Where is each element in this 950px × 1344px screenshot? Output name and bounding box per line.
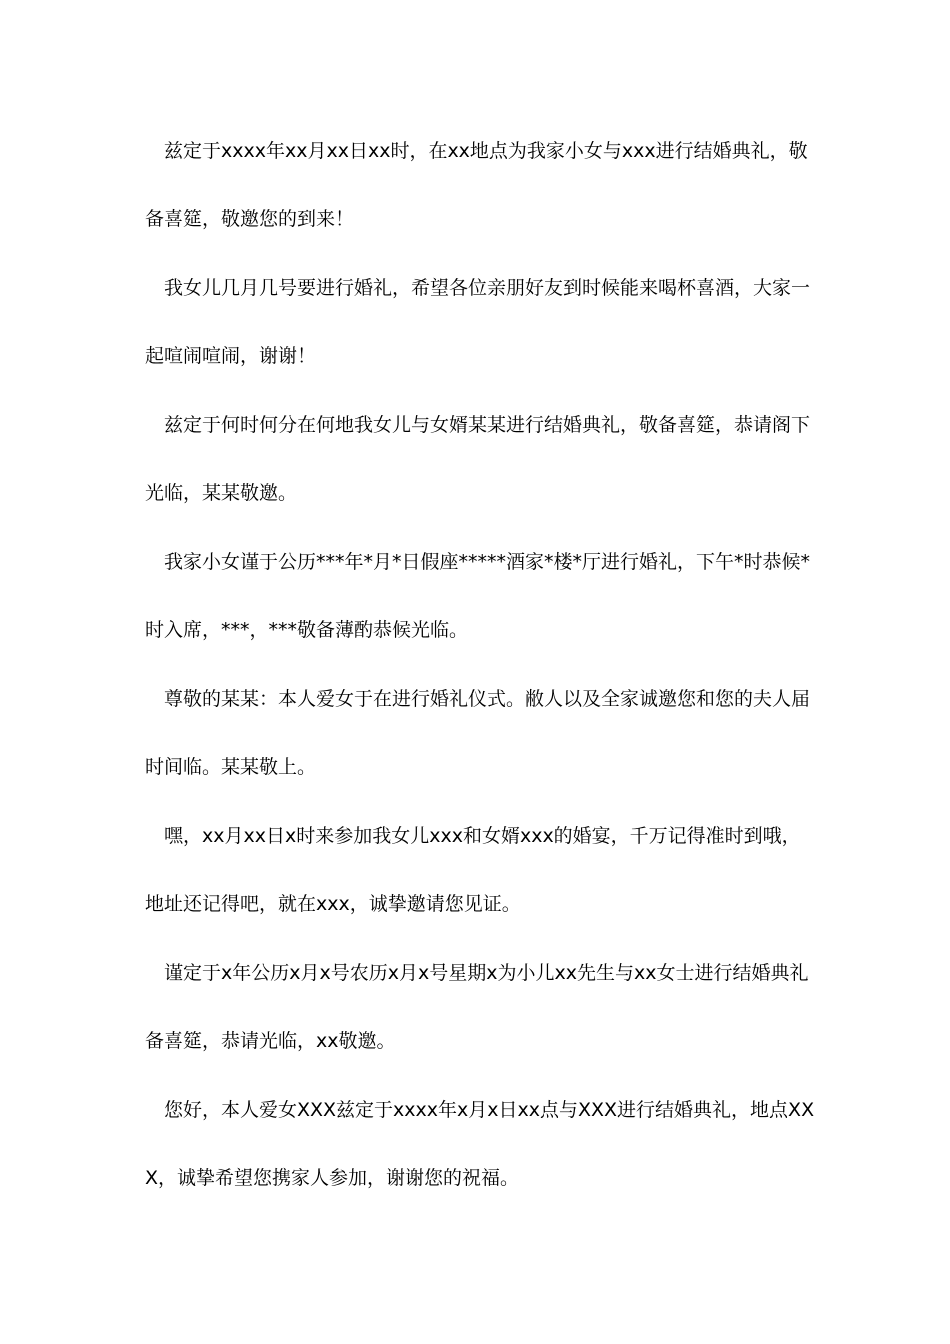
paragraph-7: 谨定于x年公历x月x号农历x月x号星期x为小儿xx先生与xx女士进行结婚典礼备喜筵，恭请光临，xx敬邀。 (145, 962, 809, 1052)
paragraph-5: 尊敬的某某：本人爱女于在进行婚礼仪式。敝人以及全家诚邀您和您的夫人届时间临。某某敬上。 (145, 688, 811, 778)
paragraph-8: 您好，本人爱女XXX兹定于xxxx年x月x日xx点与XXX进行结婚典礼，地点XXX，诚挚希望您携家人参加，谢谢您的祝福。 (145, 1099, 815, 1189)
paragraph-3: 兹定于何时何分在何地我女儿与女婿某某进行结婚典礼，敬备喜筵，恭请阁下光临，某某敬邀。 (145, 414, 811, 504)
paragraph-6: 嘿，xx月xx日x时来参加我女儿xxx和女婿xxx的婚宴，千万记得准时到哦，地址还记得吧，就在xxx，诚挚邀请您见证。 (145, 825, 801, 915)
paragraph-1: 兹定于xxxx年xx月xx日xx时，在xx地点为我家小女与xxx进行结婚典礼，敬备喜筵，敬邀您的到来！ (145, 140, 808, 230)
paragraph-2: 我女儿几月几号要进行婚礼，希望各位亲朋好友到时候能来喝杯喜酒，大家一起喧闹喧闹，谢谢！ (145, 277, 811, 367)
paragraph-4: 我家小女谨于公历***年*月*日假座*****酒家*楼*厅进行婚礼，下午*时恭候*时入席，***，***敬备薄酌恭候光临。 (145, 551, 811, 641)
